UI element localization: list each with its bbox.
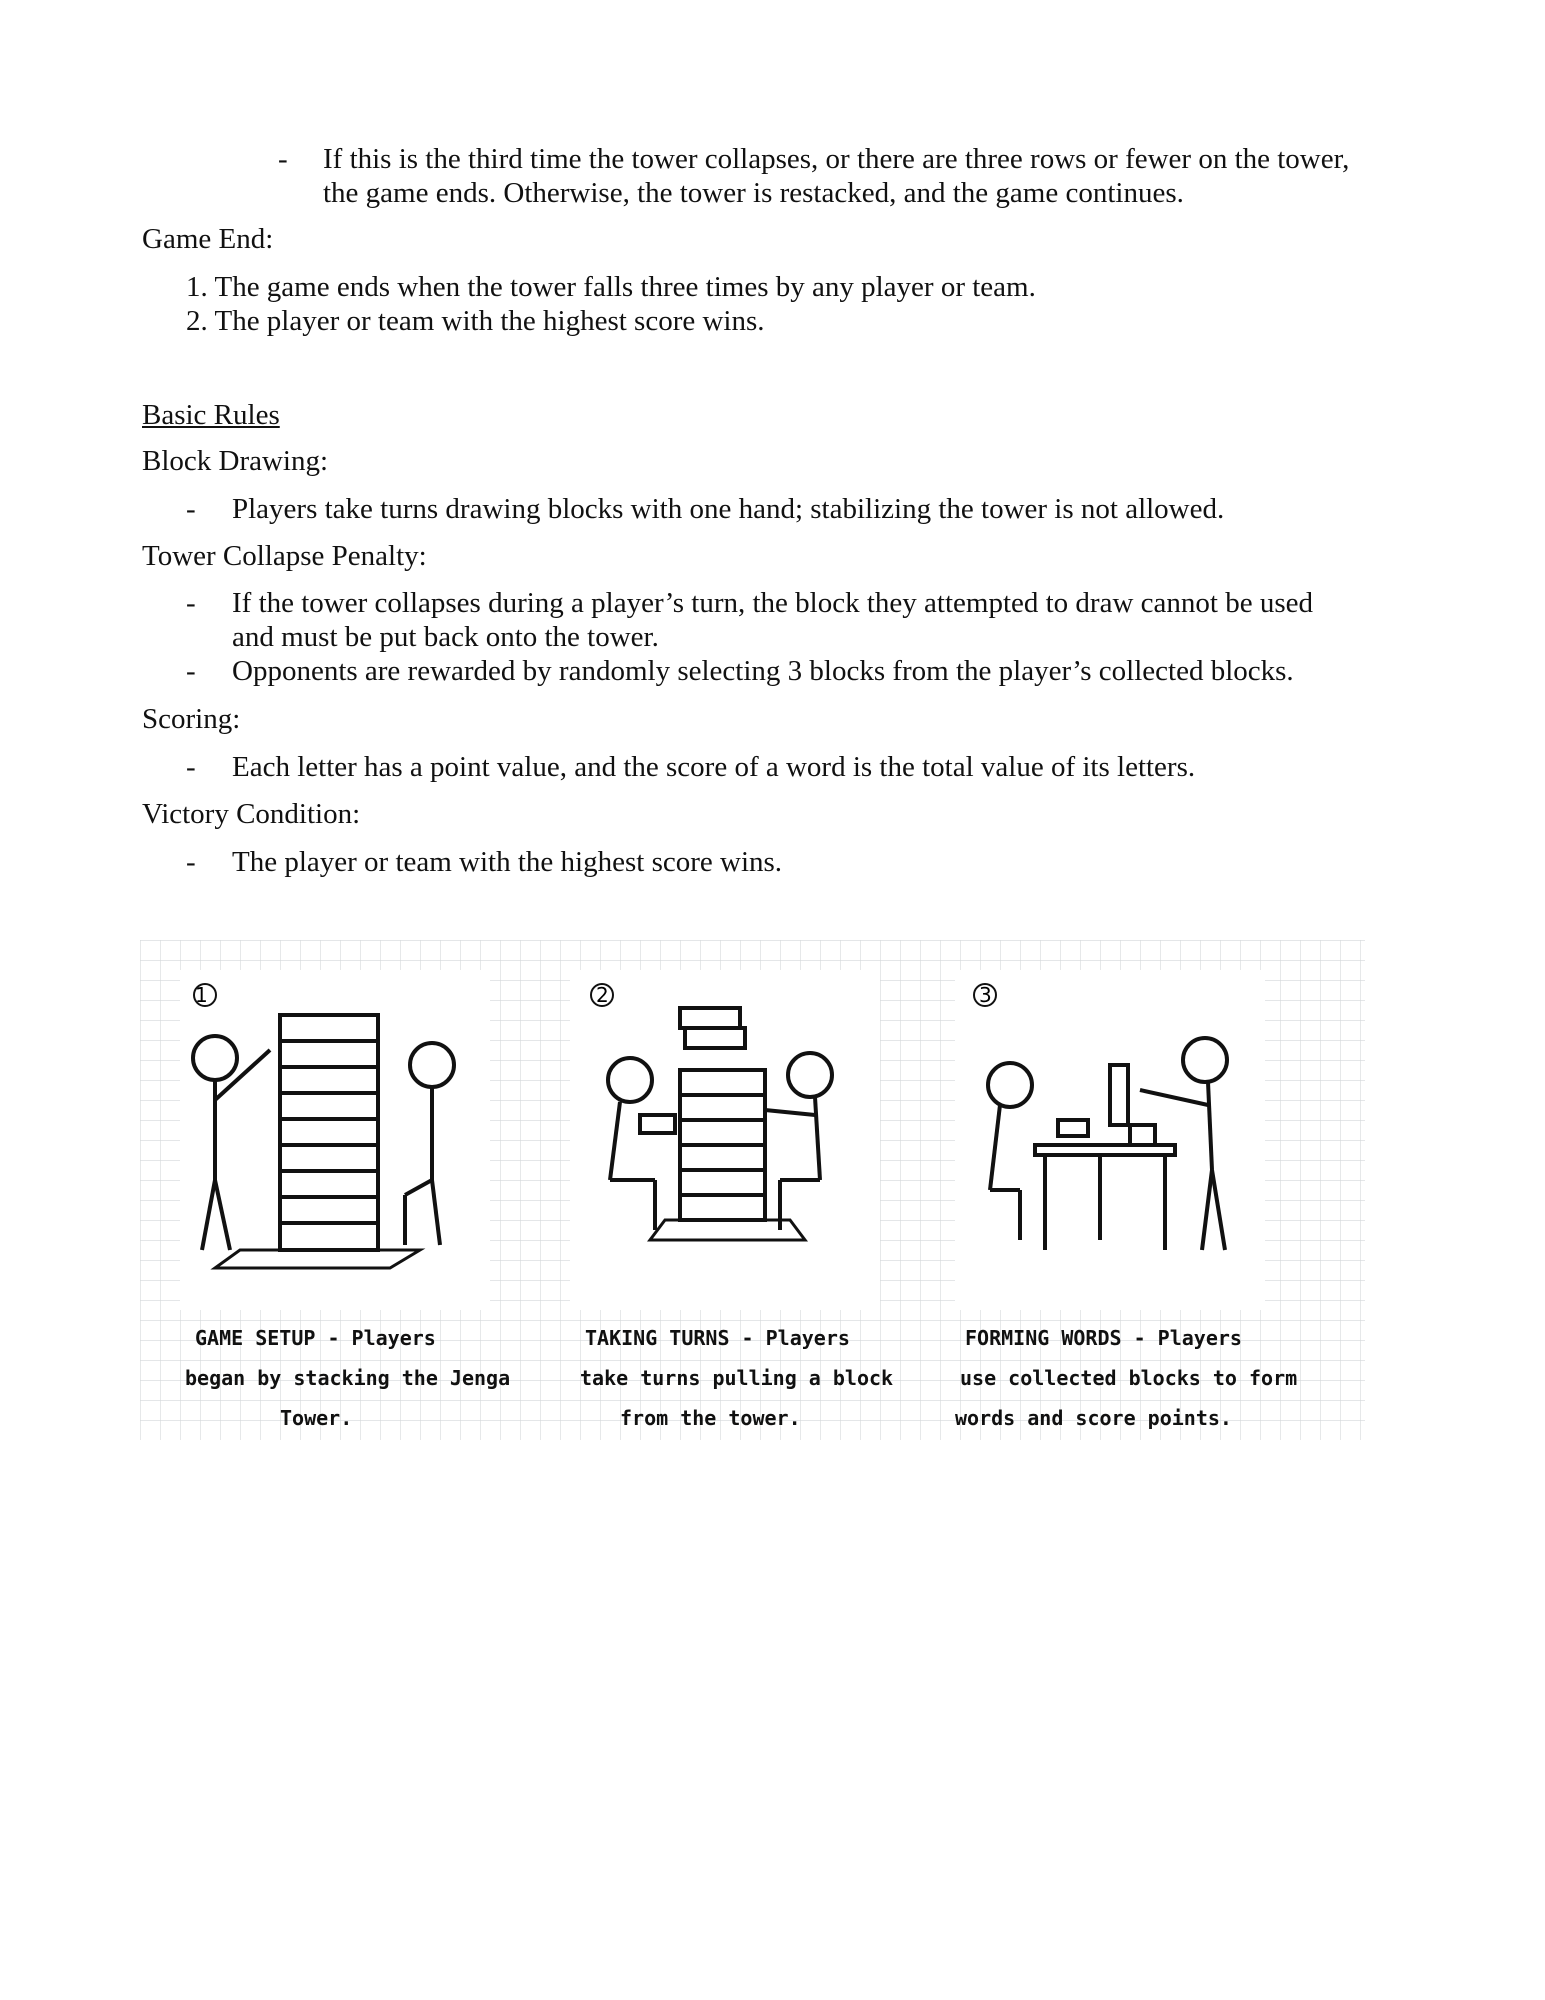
game-end-item-2: 2. The player or team with the highest score wins. [186,305,765,337]
panel-1-caption-line-1: GAME SETUP - Players [195,1326,436,1350]
bullet-dash: - [186,587,196,619]
scoring-item: Each letter has a point value, and the score of a word is the total value of its letters. [232,751,1196,783]
game-end-heading: Game End: [142,223,274,255]
panel-1-caption-line-2: began by stacking the Jenga [185,1366,511,1390]
collapse-rule-line-1: If this is the third time the tower collapses, or there are three rows or fewer on the tower, [323,143,1350,175]
panel-1-caption-line-3: Tower. [280,1406,353,1430]
block-drawing-item: Players take turns drawing blocks with one hand; stabilizing the tower is not allowed. [232,493,1225,525]
panel-number-2: 2 [596,983,609,1007]
collapse-rule-line-2: the game ends. Otherwise, the tower is restacked, and the game continues. [323,177,1184,209]
panel-3-caption-line-2: use collected blocks to form [960,1366,1298,1390]
panel-2-caption-line-2: take turns pulling a block [580,1366,894,1390]
tower-collapse-item-2: Opponents are rewarded by randomly selecting 3 blocks from the player’s collected blocks. [232,655,1294,687]
panel-3-caption-line-1: FORMING WORDS - Players [965,1326,1242,1350]
scoring-heading: Scoring: [142,703,241,735]
panel-number-1: 1 [195,983,208,1007]
tower-collapse-item-1-line-2: and must be put back onto the tower. [232,621,659,653]
panel-2-caption-line-1: TAKING TURNS - Players [585,1326,850,1350]
bullet-dash: - [186,655,196,687]
tower-collapse-item-1-line-1: If the tower collapses during a player’s turn, the block they attempted to draw cannot be used [232,587,1313,619]
victory-item: The player or team with the highest score wins. [232,846,783,878]
tower-collapse-heading: Tower Collapse Penalty: [142,540,427,572]
bullet-dash: - [278,143,288,175]
bullet-dash: - [186,846,196,878]
panel-3-caption-line-3: words and score points. [955,1406,1232,1430]
basic-rules-title: Basic Rules [142,399,280,431]
bullet-dash: - [186,751,196,783]
victory-heading: Victory Condition: [142,798,361,830]
block-drawing-heading: Block Drawing: [142,445,329,477]
bullet-dash: - [186,493,196,525]
game-end-item-1: 1. The game ends when the tower falls three times by any player or team. [186,271,1036,303]
panel-number-3: 3 [979,983,992,1007]
panel-2-caption-line-3: from the tower. [620,1406,801,1430]
storyboard-illustration [140,940,1365,1440]
